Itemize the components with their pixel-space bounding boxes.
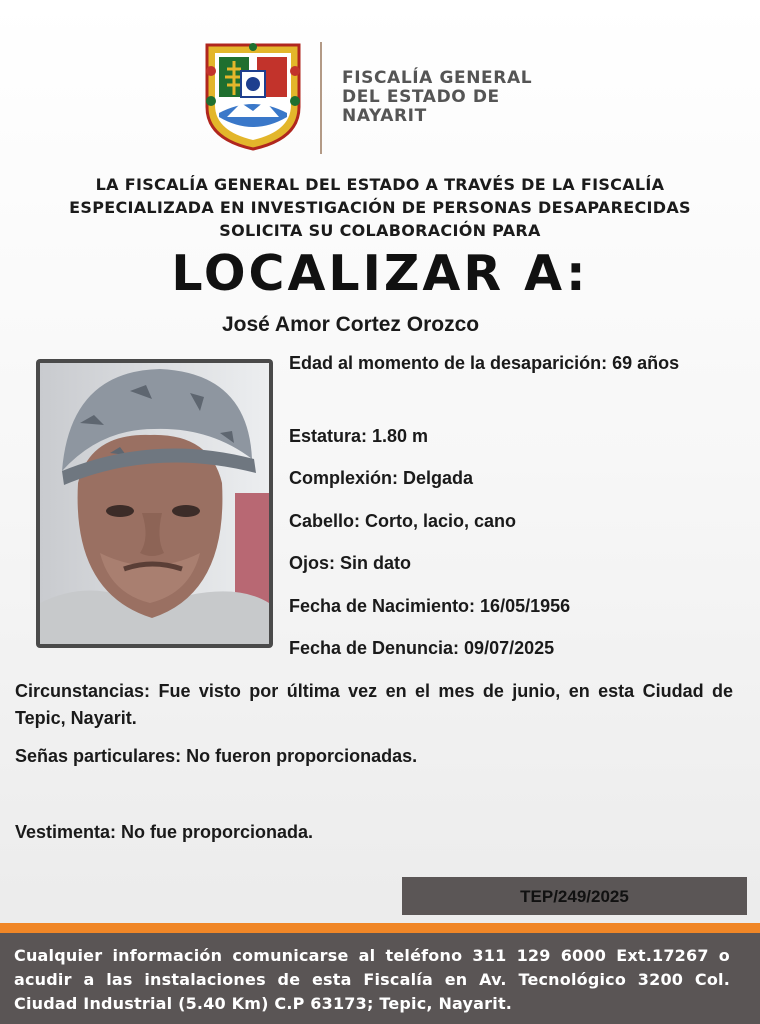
footer-line-2: acudir a las instalaciones de esta Fiscalía en Av. Tecnológico 3200 Col.: [14, 970, 730, 989]
person-name: José Amor Cortez Orozco: [222, 313, 480, 336]
circumstances-text: Circunstancias: Fue visto por última vez en el mes de junio, en esta Ciudad de Tepic, Nayarit.: [15, 681, 733, 728]
orange-accent-bar: [0, 923, 760, 933]
header-divider: [320, 42, 322, 154]
intro-line-1: LA FISCALÍA GENERAL DEL ESTADO A TRAVÉS DE LA FISCALÍA: [95, 175, 665, 194]
nayarit-coat-of-arms-logo: [201, 41, 305, 153]
detail-height: Estatura: 1.80 m: [289, 426, 429, 446]
footer-line-3: Ciudad Industrial (5.40 Km) C.P 63173; Tepic, Nayarit.: [14, 994, 513, 1013]
detail-report-date: Fecha de Denuncia: 09/07/2025: [289, 638, 555, 658]
detail-eyes: Ojos: Sin dato: [289, 553, 412, 573]
intro-line-3: SOLICITA SU COLABORACIÓN PARA: [219, 221, 541, 240]
intro-line-2: ESPECIALIZADA EN INVESTIGACIÓN DE PERSONAS DESAPARECIDAS: [69, 198, 691, 217]
headline: LOCALIZAR A:: [171, 245, 589, 302]
org-name-line-3: NAYARIT: [342, 106, 427, 126]
detail-age: Edad al momento de la desaparición: 69 años: [289, 353, 680, 373]
particular-marks-text: Señas particulares: No fueron proporcionadas.: [15, 746, 418, 766]
org-name-line-1: FISCALÍA GENERAL: [342, 68, 533, 88]
person-photo: [36, 359, 273, 648]
detail-hair: Cabello: Corto, lacio, cano: [289, 511, 517, 531]
detail-birth-date: Fecha de Nacimiento: 16/05/1956: [289, 596, 571, 616]
footer-line-1: Cualquier información comunicarse al teléfono 311 129 6000 Ext.17267 o: [14, 946, 730, 965]
clothing-text: Vestimenta: No fue proporcionada.: [15, 822, 314, 842]
detail-build: Complexión: Delgada: [289, 468, 474, 488]
case-number: TEP/249/2025: [520, 887, 629, 906]
org-name-line-2: DEL ESTADO DE: [342, 87, 500, 107]
